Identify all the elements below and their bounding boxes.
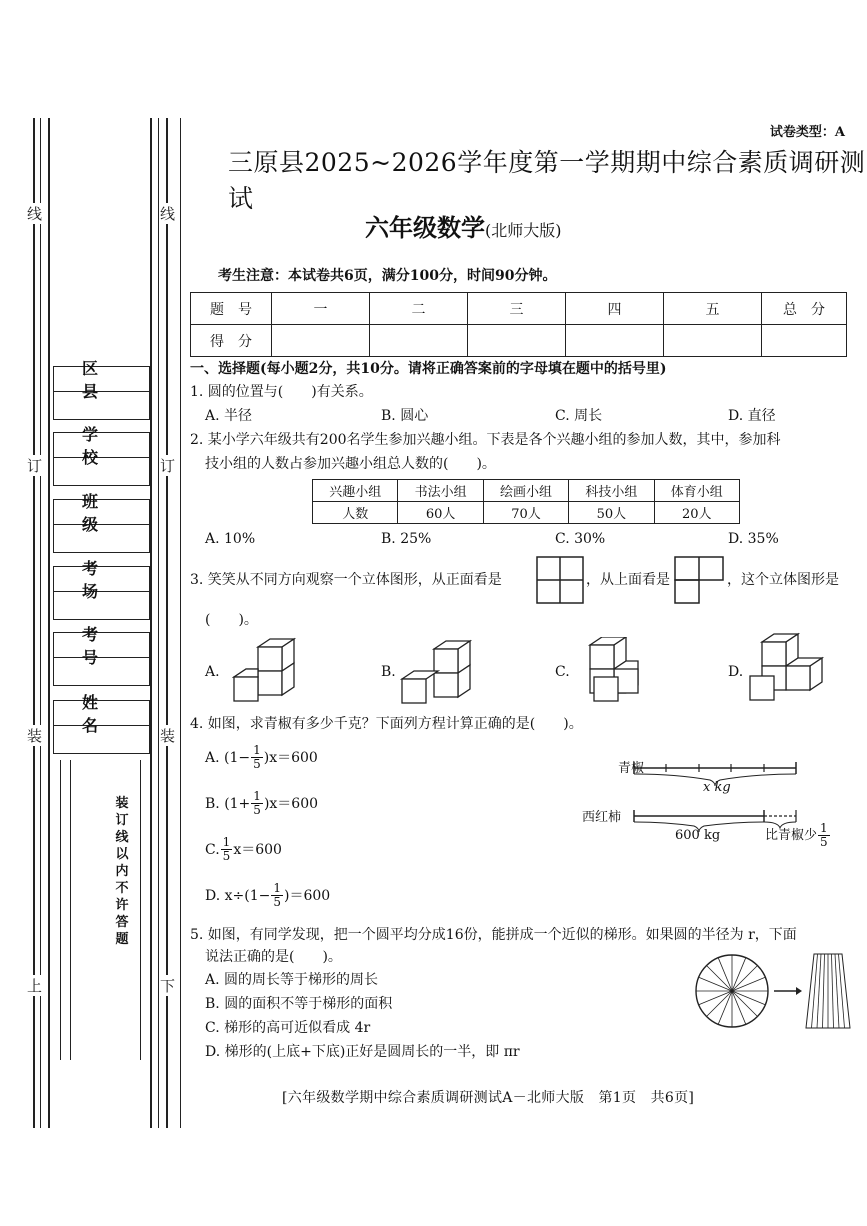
- field-class-label: 班级: [54, 500, 149, 525]
- q4-d-num: 1: [273, 881, 281, 895]
- score-header-total: 总 分: [762, 293, 847, 325]
- interest-cell-0: 人数: [313, 502, 398, 524]
- binding-char-xia: 下: [160, 977, 176, 995]
- q4-b-den: 5: [253, 803, 261, 817]
- q3-part3: ，这个立体图形是: [727, 572, 839, 588]
- q4-option-a[interactable]: [205, 744, 318, 771]
- interest-header-4: 体育小组: [654, 480, 739, 502]
- q2-option-c[interactable]: C. 30%: [555, 531, 606, 547]
- interest-cell-3: 50人: [569, 502, 654, 524]
- q5-option-b[interactable]: B. 圆的面积不等于梯形的面积: [205, 996, 393, 1012]
- diagram-label-tomato: 西红柿: [582, 810, 622, 825]
- q3-option-b[interactable]: B.: [381, 664, 396, 680]
- q4-d-den: 5: [273, 895, 281, 909]
- interest-header-3: 科技小组: [569, 480, 654, 502]
- diagram-label-green-pepper: 青椒: [618, 761, 645, 776]
- q2-line2: 技小组的人数占参加兴趣小组总人数的( )。: [205, 456, 496, 472]
- q4-b-post: )x＝600: [263, 795, 319, 812]
- binding-warning: 装订线以内不许答题: [113, 795, 131, 948]
- arrow-head-icon: [796, 987, 802, 995]
- binding-char-zhuang-left: 装: [27, 727, 43, 745]
- field-exam-room-label: 考场: [54, 567, 149, 592]
- binding-char-xian-right: 线: [160, 205, 176, 223]
- score-header-4: 四: [566, 293, 664, 325]
- field-exam-room[interactable]: [53, 559, 150, 620]
- q4-text: 4. 如图，求青椒有多少千克？下面列方程计算正确的是( )。: [190, 716, 583, 732]
- score-table: [190, 292, 847, 357]
- q2-line1: 2. 某小学六年级共有200名学生参加兴趣小组。下表是各个兴趣小组的参加人数，其中，参加科: [190, 432, 781, 448]
- field-school[interactable]: [53, 425, 150, 486]
- cube-figure-d: [746, 632, 826, 706]
- q2-option-b[interactable]: B. 25%: [381, 531, 432, 547]
- score-cell-5[interactable]: [664, 325, 762, 357]
- field-exam-number[interactable]: [53, 625, 150, 686]
- interest-header-0: 兴趣小组: [313, 480, 398, 502]
- interest-table: [312, 479, 740, 524]
- field-district[interactable]: [53, 359, 150, 420]
- q2-option-a[interactable]: A. 10%: [205, 531, 256, 547]
- q4-d-post: )＝600: [284, 887, 331, 904]
- binding-char-xian-left: 线: [27, 205, 43, 223]
- front-view-icon: [536, 556, 584, 604]
- page-footer: [六年级数学期中综合素质调研测试A－北师大版 第1页 共6页]: [282, 1090, 695, 1106]
- q3-option-c[interactable]: C.: [555, 664, 570, 680]
- q3-line1: [190, 570, 502, 590]
- exam-notice: 考生注意：本试卷共6页，满分100分，时间90分钟。: [218, 268, 557, 284]
- field-name-label: 姓名: [54, 701, 149, 726]
- q1-option-c[interactable]: C. 周长: [555, 408, 603, 424]
- q3-option-a[interactable]: A.: [205, 664, 220, 680]
- diagram-less-num: 1: [820, 821, 828, 835]
- interest-header-2: 绘画小组: [483, 480, 568, 502]
- binding-char-zhuang-right: 装: [160, 727, 176, 745]
- field-school-label: 学校: [54, 433, 149, 458]
- diagram-less-fraction: [818, 822, 830, 849]
- q5-option-d[interactable]: D. 梯形的(上底+下底)正好是圆周长的一半，即 πr: [205, 1044, 520, 1060]
- q4-c-fraction: [221, 836, 233, 863]
- diagram-less-den: 5: [820, 835, 828, 849]
- q4-option-c[interactable]: [205, 836, 282, 863]
- diagram-x-label: x kg: [703, 780, 731, 795]
- score-header-2: 二: [370, 293, 468, 325]
- binding-char-ding-left: 订: [27, 457, 43, 475]
- diagram-less-note: [765, 822, 831, 849]
- q5-line2: 说法正确的是( )。: [205, 949, 342, 965]
- q4-a-den: 5: [253, 757, 261, 771]
- q4-a-pre: A. (1−: [205, 749, 251, 766]
- field-exam-number-label: 考号: [54, 633, 149, 658]
- subject-name: 六年级数学: [365, 213, 485, 242]
- q4-d-fraction: [271, 882, 283, 909]
- q4-c-post: x＝600: [233, 841, 282, 858]
- q4-a-fraction: [251, 744, 263, 771]
- q5-option-c[interactable]: C. 梯形的高可近似看成 4r: [205, 1020, 371, 1036]
- section-heading: 一、选择题(每小题2分，共10分。请将正确答案前的字母填在题中的括号里): [190, 361, 667, 377]
- q2-option-d[interactable]: D. 35%: [728, 531, 779, 547]
- cube-figure-c: [572, 637, 648, 707]
- field-name[interactable]: [53, 693, 150, 754]
- q4-b-fraction: [251, 790, 263, 817]
- binding-char-ding-right: 订: [160, 457, 176, 475]
- score-cell-2[interactable]: [370, 325, 468, 357]
- score-header-3: 三: [468, 293, 566, 325]
- q4-d-pre: D. x÷(1−: [205, 887, 271, 904]
- q1-option-a[interactable]: A. 半径: [205, 408, 253, 424]
- q4-a-post: )x＝600: [263, 749, 318, 766]
- sliced-circle-icon: [696, 955, 768, 1027]
- score-cell-1[interactable]: [272, 325, 370, 357]
- interest-header-1: 书法小组: [398, 480, 483, 502]
- q4-a-num: 1: [253, 743, 261, 757]
- score-header-1: 一: [272, 293, 370, 325]
- field-class[interactable]: [53, 492, 150, 553]
- circle-to-trapezoid-figure: [692, 950, 852, 1032]
- score-cell-4[interactable]: [566, 325, 664, 357]
- q4-b-num: 1: [253, 789, 261, 803]
- q3-option-d[interactable]: D.: [728, 664, 744, 680]
- q4-option-b[interactable]: [205, 790, 318, 817]
- diagram-less-text: 比青椒少: [765, 827, 818, 843]
- score-row-label: 得 分: [191, 325, 272, 357]
- binding-char-shang: 上: [27, 977, 43, 995]
- q4-c-num: 1: [222, 835, 231, 849]
- q3-line2: ( )。: [205, 612, 258, 628]
- q5-option-a[interactable]: A. 圆的周长等于梯形的周长: [205, 972, 379, 988]
- top-view-icon: [674, 556, 724, 604]
- score-header-5: 五: [664, 293, 762, 325]
- q1-text: 1. 圆的位置与( )有关系。: [190, 384, 373, 400]
- q5-line1: 5. 如图，有同学发现，把一个圆平均分成16份，能拼成一个近似的梯形。如果圆的半径为 r，下面: [190, 927, 797, 943]
- q4-b-pre: B. (1+: [205, 795, 251, 812]
- score-cell-3[interactable]: [468, 325, 566, 357]
- q4-c-pre: C.: [205, 841, 220, 858]
- score-header-label: 题 号: [191, 293, 272, 325]
- field-district-label: 区县: [54, 367, 149, 392]
- interest-cell-4: 20人: [654, 502, 739, 524]
- exam-title: 三原县2025~2026学年度第一学期期中综合素质调研测试: [228, 148, 866, 213]
- q4-option-d[interactable]: [205, 882, 330, 909]
- cube-figure-b: [398, 637, 474, 707]
- page-title: [365, 208, 562, 243]
- cube-figure-a: [222, 637, 298, 707]
- paper-type: 试卷类型：A: [769, 125, 845, 140]
- q1-option-d[interactable]: D. 直径: [728, 408, 776, 424]
- q4-c-den: 5: [222, 849, 231, 863]
- diagram-tomato-weight: 600 kg: [675, 828, 721, 843]
- q3-part2: ，从上面看是: [586, 572, 670, 588]
- q1-option-b[interactable]: B. 圆心: [381, 408, 429, 424]
- interest-cell-2: 70人: [483, 502, 568, 524]
- q3-part1: 3. 笑笑从不同方向观察一个立体图形，从正面看是: [190, 572, 502, 588]
- score-cell-total[interactable]: [762, 325, 847, 357]
- interest-cell-1: 60人: [398, 502, 483, 524]
- edition-label: (北师大版): [485, 221, 562, 240]
